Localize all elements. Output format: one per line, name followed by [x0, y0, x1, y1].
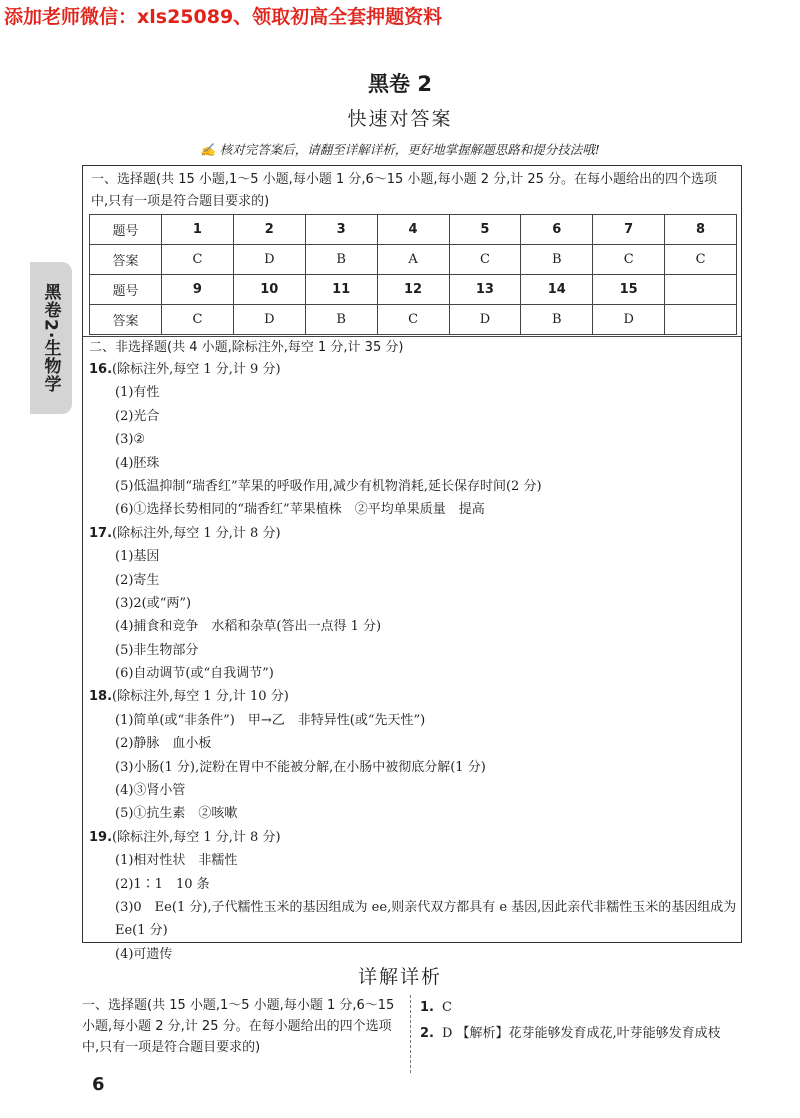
question-number: 16. [89, 362, 113, 377]
answer-table-row [90, 215, 737, 245]
answer-cell: B [521, 305, 593, 335]
answer-cell: C [377, 305, 449, 335]
answer-line: (4)③肾小管 [115, 783, 186, 799]
answer-table [89, 214, 737, 335]
question-17-intro: 17.(除标注外,每空 1 分,计 8 分) [89, 525, 281, 541]
row-label: 题号 [90, 215, 162, 245]
question-number-cell: 7 [593, 215, 665, 245]
answer-cell: B [305, 305, 377, 335]
answer-line: (3)2(或“两”) [115, 595, 192, 611]
detail-section-heading: 一、选择题(共 15 小题,1～5 小题,每小题 1 分,6～15 小题,每小题 2 分,计 25 分。在每小题给出的四个选项中,只有一项是符合题目要求的) [82, 998, 395, 1055]
row-label: 答案 [90, 305, 162, 335]
answer-line: (2)寄生 [115, 572, 160, 588]
answer-table-row [90, 305, 737, 335]
row-label: 题号 [90, 275, 162, 305]
answer-line: (1)相对性状 非糯性 [115, 853, 238, 869]
row-label: 答案 [90, 245, 162, 275]
answer-cell: D [449, 305, 521, 335]
question-number: 19. [89, 829, 113, 845]
answer-cell: A [377, 245, 449, 275]
detail-item: 1. C [420, 1000, 452, 1015]
answer-line-wrapped: (3)0 Ee(1 分),子代糯性玉米的基因组成为 ee,则亲代双方都具有 e 基因,因此亲代非糯性玉米的基因组成为 Ee(1 分) [115, 899, 737, 939]
page-subtitle: 快速对答案 [347, 108, 453, 130]
answer-cell: C [449, 245, 521, 275]
question-number-cell: 15 [593, 275, 665, 305]
side-tab [30, 262, 72, 414]
answer-line: (6)①选择长势相同的“瑞香红”苹果植株 ②平均单果质量 提高 [115, 502, 485, 518]
answer-line: (3)小肠(1 分),淀粉在胃中不能被分解,在小肠中被彻底分解(1 分) [115, 759, 486, 775]
answer-line: (6)自动调节(或“自我调节”) [115, 666, 274, 682]
answer-line: (1)简单(或“非条件”) 甲→乙 非特异性(或“先天性”) [115, 712, 426, 728]
answer-cell: B [521, 245, 593, 275]
question-number-cell: 11 [305, 275, 377, 305]
question-number-cell [665, 275, 737, 305]
question-number-cell: 4 [377, 215, 449, 245]
question-number: 18. [89, 689, 113, 705]
answer-line: (4)捕食和竞争 水稻和杂草(答出一点得 1 分) [115, 619, 382, 635]
instruction-note-text: 核对完答案后，请翻至详解详析，更好地掌握解题思路和提分技法哦! [219, 142, 600, 157]
answer-cell [665, 305, 737, 335]
answer-line: (5)低温抑制“瑞香红”苹果的呼吸作用,减少有机物消耗,延长保存时间(2 分) [115, 478, 542, 494]
answer-cell: C [162, 245, 234, 275]
answer-cell: B [305, 245, 377, 275]
question-number-cell: 1 [162, 215, 234, 245]
question-number-cell: 8 [665, 215, 737, 245]
answer-line: (4)可遗传 [115, 946, 173, 962]
detail-item: 2. D 【解析】花芽能够发育成花,叶芽能够发育成枝 [420, 1026, 721, 1041]
answer-line: (5)非生物部分 [115, 642, 199, 658]
answer-table-row [90, 245, 737, 275]
answer-line: (1)有性 [115, 385, 160, 401]
question-number-cell: 13 [449, 275, 521, 305]
answer-box [82, 165, 742, 962]
answer-line: (2)光合 [115, 408, 160, 424]
answer-cell: D [233, 245, 305, 275]
question-number-cell: 3 [305, 215, 377, 245]
question-number-cell: 5 [449, 215, 521, 245]
column-divider [410, 995, 411, 1073]
question-16-intro: 16.(除标注外,每空 1 分,计 9 分) [89, 362, 281, 377]
question-number-cell: 6 [521, 215, 593, 245]
question-number: 17. [89, 525, 113, 541]
answer-line: (5)①抗生素 ②咳嗽 [115, 806, 238, 822]
question-number-cell: 12 [377, 275, 449, 305]
answer-cell: C [665, 245, 737, 275]
answer-cell: D [593, 305, 665, 335]
section2-heading: 二、非选择题(共 4 小题,除标注外,每空 1 分,计 35 分) [89, 340, 404, 355]
question-18-intro: 18.(除标注外,每空 1 分,计 10 分) [89, 689, 289, 705]
answer-line: (2)静脉 血小板 [115, 736, 212, 752]
section2 [83, 336, 741, 966]
question-19-intro: 19.(除标注外,每空 1 分,计 8 分) [89, 829, 281, 845]
question-number-cell: 10 [233, 275, 305, 305]
detail-answers [420, 995, 750, 1047]
question-number-cell: 9 [162, 275, 234, 305]
instruction-note [0, 140, 800, 158]
watermark-text: 添加老师微信：xls25089、领取初高全套押题资料 [4, 6, 443, 28]
page-number: 6 [92, 1074, 105, 1095]
question-number-cell: 14 [521, 275, 593, 305]
page-title: 黑卷 2 [368, 72, 432, 96]
answer-line: (1)基因 [115, 549, 160, 565]
answer-line: (4)胚珠 [115, 455, 160, 471]
section1-heading: 一、选择题(共 15 小题,1～5 小题,每小题 1 分,6～15 小题,每小题 2 分,计 25 分。在每小题给出的四个选项中,只有一项是符合题目要求的) [91, 172, 718, 209]
question-number-cell: 2 [233, 215, 305, 245]
answer-cell: C [593, 245, 665, 275]
answer-cell: C [162, 305, 234, 335]
answer-table-row [90, 275, 737, 305]
answer-line: (3)② [115, 432, 146, 448]
pen-icon: ✍ [200, 142, 216, 157]
detail-title: 详解详析 [357, 966, 442, 988]
side-tab-label: 黑卷2·生物学 [40, 282, 61, 394]
answer-line: (2)1∶1 10 条 [115, 876, 210, 892]
answer-cell: D [233, 305, 305, 335]
